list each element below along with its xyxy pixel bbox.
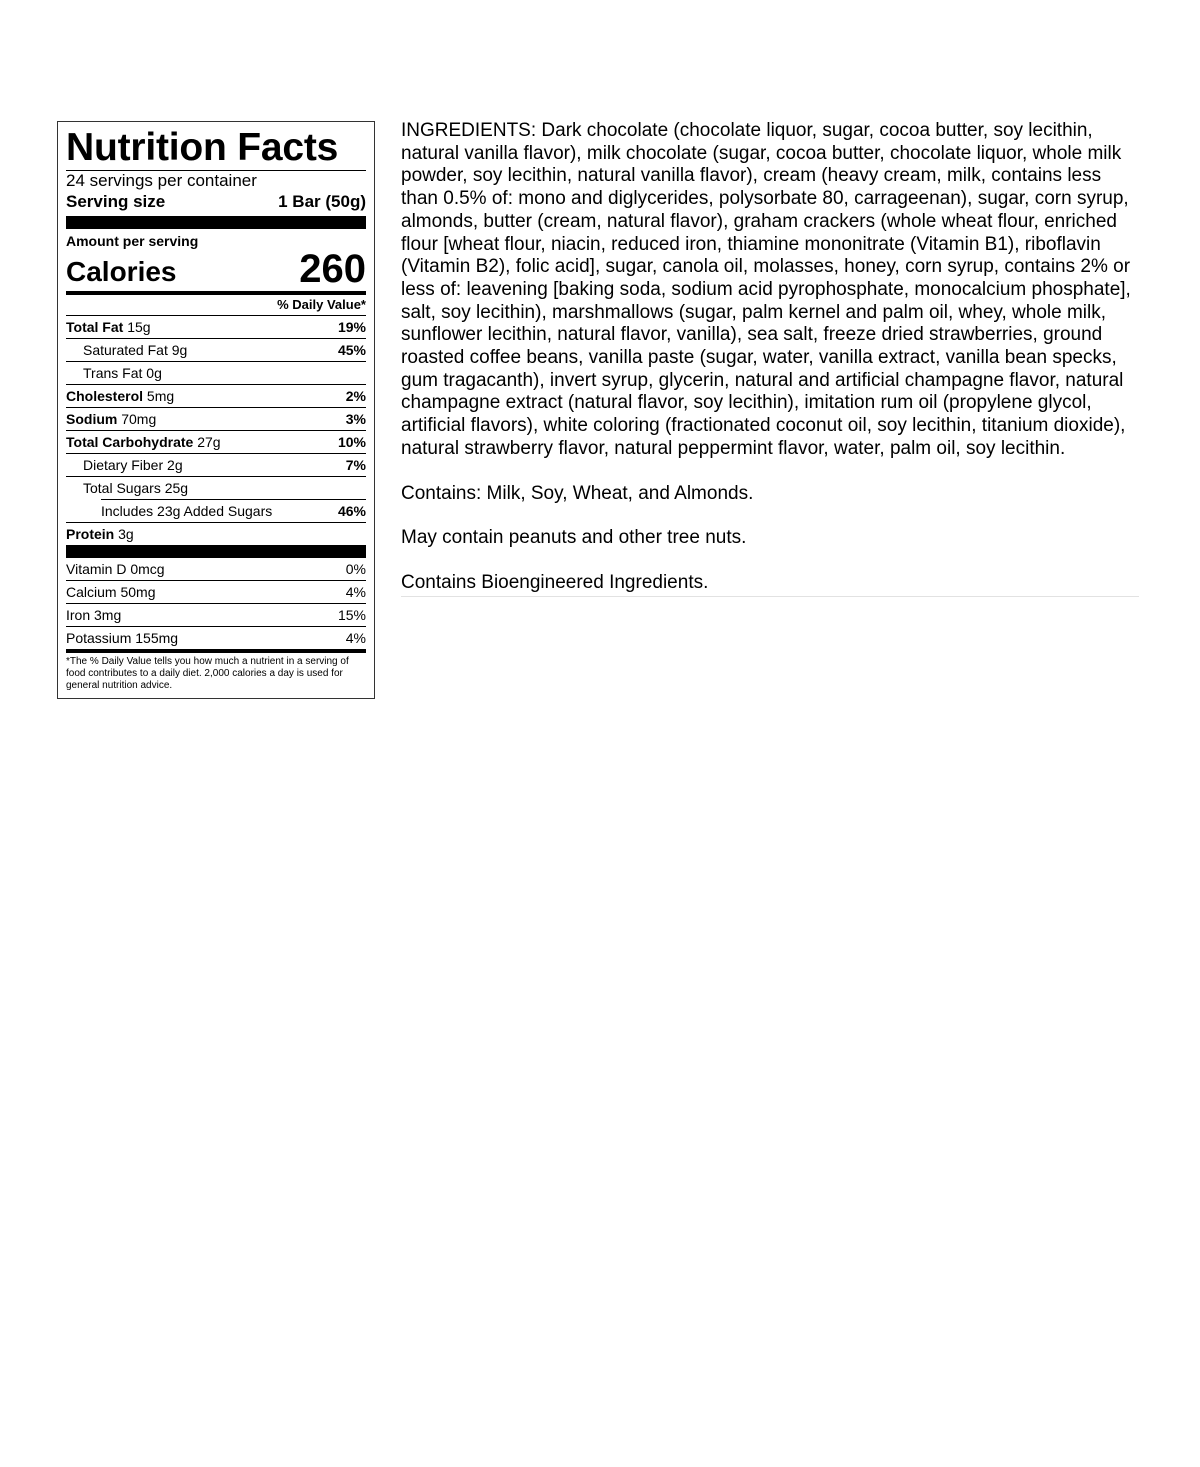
nutrient-label: Cholesterol <box>66 388 144 404</box>
vitamin-label: Potassium 155mg <box>66 630 179 646</box>
nutrient-amount: 0g <box>146 365 162 381</box>
calories-row <box>66 249 366 291</box>
nutrient-label: Total Sugars <box>83 480 161 496</box>
nutrient-dv: 10% <box>337 434 366 450</box>
daily-value-footnote: *The % Daily Value tells you how much a nutrient in a serving of food contributes to a daily diet. 2,000 calories a day is used for general nutrition advice. <box>66 656 349 691</box>
vitamin-dv: 15% <box>337 607 366 623</box>
nutrition-facts-title: Nutrition Facts <box>66 126 339 169</box>
bioengineered-statement: Contains Bioengineered Ingredients. <box>401 572 1139 597</box>
calories-value: 260 <box>299 247 366 291</box>
nutrient-row-dietary-fiber <box>66 453 366 476</box>
nutrient-amount: 27g <box>197 434 221 450</box>
vitamin-row-calcium <box>66 580 366 603</box>
serving-size-value: 1 Bar (50g) <box>278 192 366 211</box>
nutrient-label: Trans Fat <box>83 365 143 381</box>
thick-divider <box>66 545 366 558</box>
nutrient-amount: 3g <box>118 526 134 542</box>
nutrient-row-total-sugars <box>66 476 366 499</box>
nutrient-label: Includes 23g Added Sugars <box>101 503 273 519</box>
nutrient-label: Total Fat <box>66 319 124 335</box>
nutrition-facts-panel <box>57 121 375 699</box>
nutrient-row-sodium <box>66 407 366 430</box>
nutrient-dv: 46% <box>337 503 366 519</box>
vitamin-label: Vitamin D 0mcg <box>66 561 165 577</box>
ingredients-section <box>401 120 1139 597</box>
nutrient-label: Sodium <box>66 411 118 427</box>
nutrient-row-protein <box>66 522 366 545</box>
servings-per-container: 24 servings per container <box>66 171 257 190</box>
nutrient-label: Total Carbohydrate <box>66 434 194 450</box>
nutrient-row-total-carbohydrate <box>66 430 366 453</box>
nutrient-row-saturated-fat <box>66 338 366 361</box>
nutrient-dv: 2% <box>345 388 366 404</box>
vitamin-row-vitamin-d <box>66 558 366 580</box>
nutrient-row-trans-fat <box>66 361 366 384</box>
nutrient-row-total-fat <box>66 315 366 338</box>
calories-label: Calories <box>66 256 177 287</box>
nutrient-label: Protein <box>66 526 115 542</box>
serving-size-label: Serving size <box>66 192 166 211</box>
nutrient-amount: 2g <box>167 457 183 473</box>
vitamin-dv: 4% <box>345 584 366 600</box>
nutrient-amount: 9g <box>171 342 188 358</box>
nutrient-dv: 3% <box>345 411 366 427</box>
nutrient-amount: 70mg <box>121 411 157 427</box>
nutrient-label: Saturated Fat <box>83 342 168 358</box>
vitamin-label: Calcium 50mg <box>66 584 156 600</box>
nutrient-row-cholesterol <box>66 384 366 407</box>
allergen-may-contain: May contain peanuts and other tree nuts. <box>401 527 747 549</box>
nutrient-dv: 19% <box>337 319 366 335</box>
nutrient-amount: 5mg <box>146 388 175 404</box>
nutrient-dv: 7% <box>345 457 366 473</box>
nutrient-amount: 25g <box>164 480 189 496</box>
nutrient-dv: 45% <box>337 342 366 358</box>
vitamin-dv: 0% <box>345 561 366 577</box>
serving-size-row <box>66 191 366 216</box>
vitamin-dv: 4% <box>345 630 366 646</box>
thick-divider <box>66 216 366 229</box>
vitamin-row-potassium <box>66 626 366 649</box>
amount-per-serving: Amount per serving <box>66 233 199 249</box>
nutrient-amount: 15g <box>127 319 151 335</box>
daily-value-header: % Daily Value* <box>277 297 366 312</box>
ingredients-list: INGREDIENTS: Dark chocolate (chocolate liquor, sugar, cocoa butter, soy lecithin, natural vanilla flavor), milk chocolate (sugar, cocoa butter, chocolate liquor, whole milk powder, soy lecithin, natural vanilla flavor), cream (heavy cream, milk, contains less than 0.5% of: mono and diglycerides, polysorbate 80, carrageenan), sugar, corn syrup, almonds, butter (cream, natural flavor), graham crackers (whole wheat flour, enriched flour [wheat flour, niacin, reduced iron, thiamine mononitrate (Vitamin B1), riboflavin (Vitamin B2), folic acid], sugar, canola oil, molasses, honey, corn syrup, contains 2% or less of: leavening [baking soda, sodium acid pyrophosphate, monocalcium phosphate], salt, soy lecithin), marshmallows (sugar, palm kernel and palm oil, whey, whole milk, sunflower lecithin, natural flavor, vanilla), sea salt, freeze dried strawberries, ground roasted coffee beans, vanilla paste (sugar, water, vanilla extract, vanilla bean specks, gum tragacanth), invert syrup, glycerin, natural and artificial champagne flavor, natural champagne extract (natural flavor, soy lecithin), imitation rum oil (propylene glycol, artificial flavors), white coloring (fractionated coconut oil, soy lecithin, titanium dioxide), natural strawberry flavor, natural peppermint flavor, water, palm oil, soy lecithin. <box>401 120 1131 459</box>
vitamin-label: Iron 3mg <box>66 607 122 623</box>
allergen-contains: Contains: Milk, Soy, Wheat, and Almonds. <box>401 482 754 504</box>
nutrient-label: Dietary Fiber <box>83 457 164 473</box>
vitamin-row-iron <box>66 603 366 626</box>
nutrient-row-added-sugars <box>101 499 366 522</box>
